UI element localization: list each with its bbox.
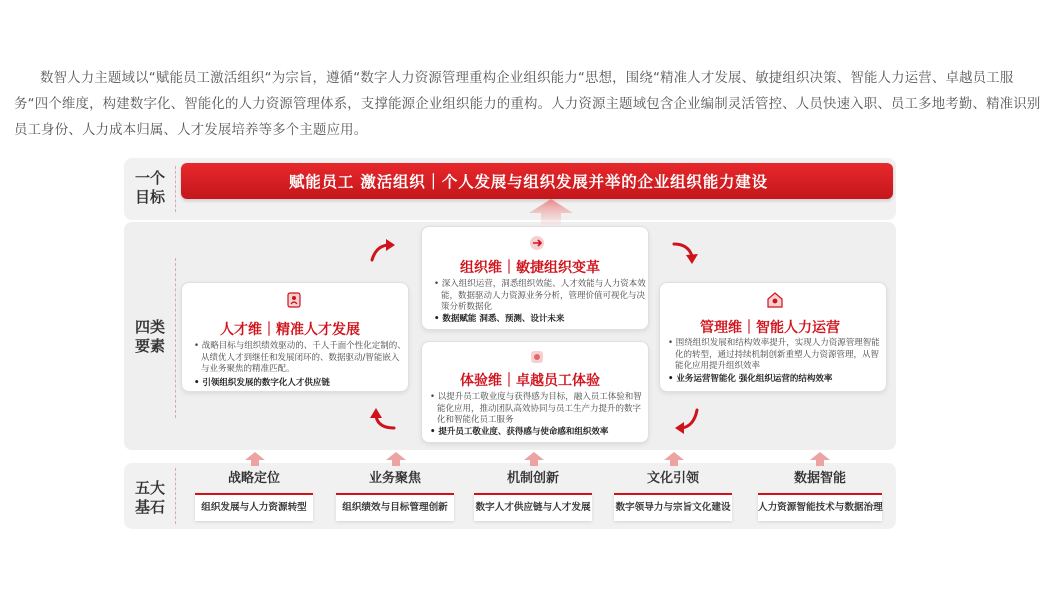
up-arrow-icon [386, 452, 406, 466]
up-arrow-icon [527, 199, 575, 225]
talent-icon [286, 291, 304, 309]
org-text: • 深入组织运营，洞悉组织效能、人才效能与人力资本效能，数据驱动人力资源业务分析，管理价值可视化与决策分析数据化 [434, 279, 646, 312]
cycle-arrow-icon [368, 404, 398, 434]
up-arrow-icon [524, 452, 544, 466]
pillar-name: 战略定位 [227, 471, 280, 486]
exp-title: 体验维｜卓越员工体验 [460, 373, 600, 389]
pillar-desc: 组织发展与人力资源转型 [195, 493, 313, 521]
mgmt-highlight: • 业务运营智能化 强化组织运营的结构效率 [668, 374, 833, 384]
row-label-foundation: 五大 基石 [134, 479, 165, 516]
org-icon [528, 234, 546, 252]
row-separator [175, 468, 176, 524]
org-highlight: • 数据赋能 洞悉、预测、设计未来 [434, 314, 565, 324]
org-title: 组织维｜敏捷组织变革 [460, 260, 600, 276]
pillar-name: 数据智能 [793, 471, 846, 486]
pillar-name: 业务聚焦 [368, 471, 421, 486]
cycle-arrow-icon [672, 406, 702, 436]
card-org [421, 226, 649, 330]
pillar-business [336, 468, 454, 521]
exp-highlight: • 提升员工敬业度、获得感与使命感和组织效率 [430, 427, 609, 437]
pillar-desc: 组织绩效与目标管理创新 [336, 493, 454, 521]
row-label-goal: 一个 目标 [134, 169, 165, 206]
row-label-elements: 四类 要素 [134, 318, 165, 355]
pillar-name: 机制创新 [506, 471, 559, 486]
mgmt-icon [766, 291, 784, 309]
pillar-desc: 数字领导力与宗旨文化建设 [614, 493, 732, 521]
exp-text: • 以提升员工敬业度与获得感为目标，融入员工体验和智能化应用，推动团队高效协同与员工生产力提升的数字化和智能化员工服务 [430, 392, 642, 425]
card-mgmt [659, 282, 887, 392]
up-arrow-icon [664, 452, 684, 466]
pillar-strategy [195, 468, 313, 521]
pillar-data [758, 468, 882, 521]
goal-text: 赋能员工 激活组织｜个人发展与组织发展并举的企业组织能力建设 [289, 173, 768, 191]
pillar-name: 文化引领 [646, 471, 699, 486]
experience-icon [528, 348, 546, 366]
cycle-arrow-icon [670, 236, 700, 266]
card-exp [421, 341, 649, 443]
talent-title: 人才维｜精准人才发展 [220, 322, 360, 338]
goal-banner [181, 163, 893, 199]
pillar-culture [614, 468, 732, 521]
mgmt-title: 管理维｜智能人力运营 [700, 320, 840, 336]
card-talent [181, 282, 409, 392]
intro-paragraph: 数智人力主题域以“赋能员工激活组织“为宗旨，遵循“数字人力资源管理重构企业组织能力“思想，围绕“精准人才发展、敏捷组织决策、智能人力运营、卓越员工服务“四个维度，构建数字化、智能化的人力资源管理体系，支撑能源企业组织能力的重构。人力资源主题域包含企业编制灵活管控、人员快速入职、员工多地考勤、精准识别员工身份、人力成本归属、人才发展培养等多个主题应用。 [14, 71, 1041, 138]
pillar-desc: 数字人才供应链与人才发展 [474, 493, 592, 521]
up-arrow-icon [245, 452, 265, 466]
talent-highlight: • 引领组织发展的数字化人才供应链 [194, 378, 330, 388]
talent-text: • 战略目标与组织绩效驱动的、千人千面个性化定制的、从绩优人才到继任和发展闭环的、数据驱动/智能嵌入与业务聚焦的精准匹配。 [194, 341, 406, 374]
pillar-mechanism [474, 468, 592, 521]
mgmt-text: • 围绕组织发展和结构效率提升，实现人力资源管理智能化的转型，通过持续机制创新重塑人力资源管理，从智能化应用提升组织效率 [668, 338, 880, 371]
up-arrow-icon [810, 452, 830, 466]
row-separator [175, 166, 176, 212]
row-separator [175, 258, 176, 418]
cycle-arrow-icon [368, 236, 398, 266]
pillar-desc: 人力资源智能技术与数据治理 [758, 493, 882, 521]
